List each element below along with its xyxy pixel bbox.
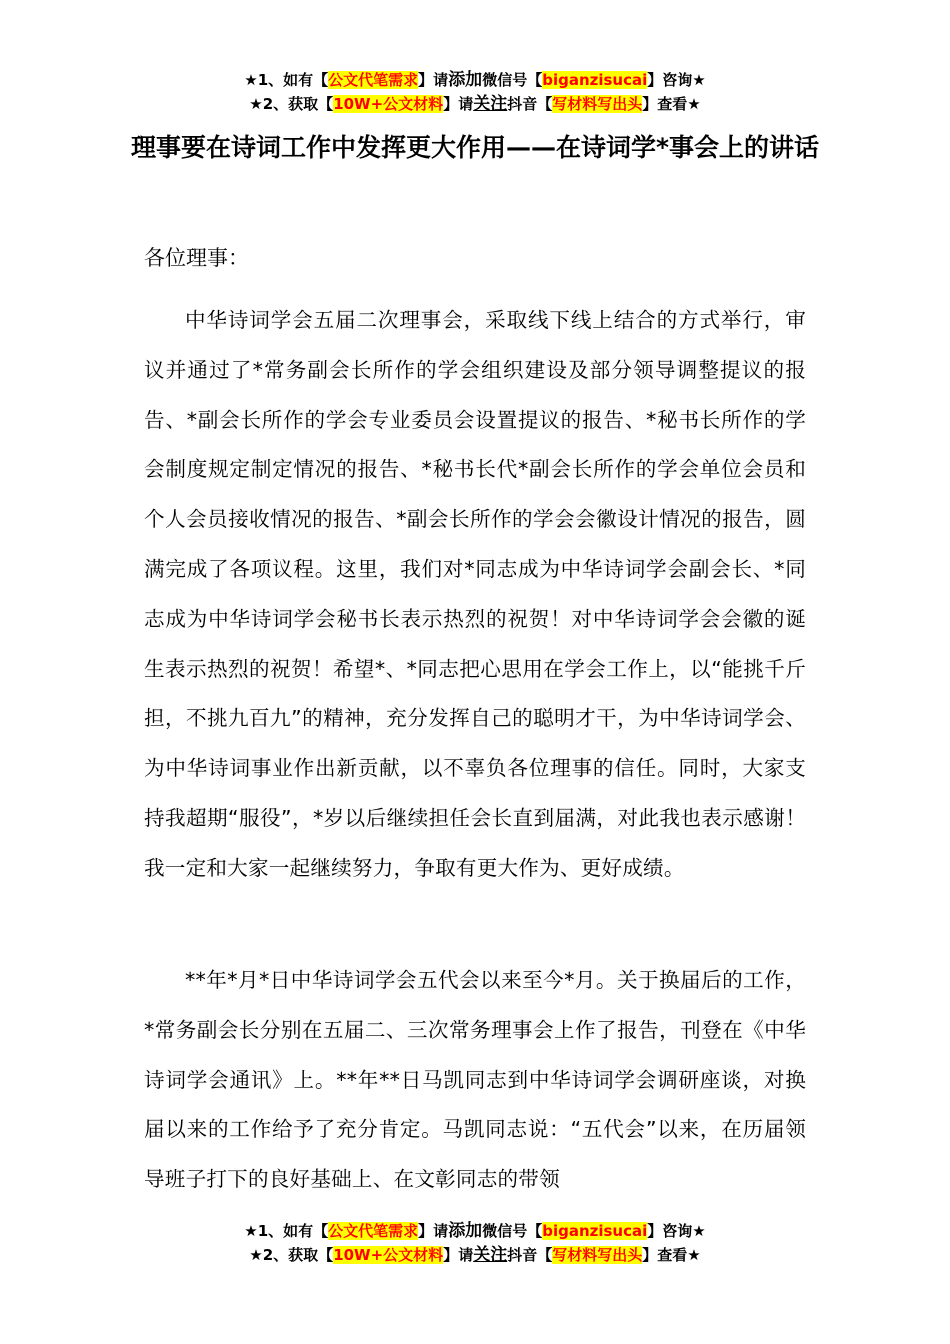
- banner-line-2: [0, 1243, 950, 1267]
- banner-text: 微信号【: [482, 1222, 543, 1240]
- banner-text: ★2、获取【: [249, 1246, 334, 1264]
- banner-douyin-id: 写材料写出头: [552, 1246, 643, 1264]
- banner-line-2: [0, 92, 950, 116]
- footer-banner: [0, 1219, 950, 1267]
- banner-highlight: 10W+公文材料: [333, 1246, 444, 1264]
- document-title: 理事要在诗词工作中发挥更大作用——在诗词学*事会上的讲话: [130, 133, 820, 162]
- banner-text: 】咨询★: [647, 1222, 706, 1240]
- banner-line-1: [0, 1219, 950, 1243]
- banner-emphasis: 关注: [473, 94, 508, 114]
- body-paragraph: 中华诗词学会五届二次理事会，采取线下线上结合的方式举行，审议并通过了*常务副会长所作的学会组织建设及部分领导调整提议的报告、*副会长所作的学会专业委员会设置提议的报告、*秘书长所作的学会制度规定制定情况的报告、*秘书长代*副会长所作的学会单位会员和个人会员接收情况的报告、*副会长所作的学会会徽设计情况的报告，圆满完成了各项议程。这里，我们对*同志成为中华诗词学会副会长、*同志成为中华诗词学会秘书长表示热烈的祝贺！对中华诗词学会会徽的诞生表示热烈的祝贺！希望*、*同志把心思用在学会工作上，以“能挑千斤担，不挑九百九”的精神，充分发挥自己的聪明才干，为中华诗词学会、为中华诗词事业作出新贡献，以不辜负各位理事的信任。同时，大家支持我超期“服役”，*岁以后继续担任会长直到届满，对此我也表示感谢！我一定和大家一起继续努力，争取有更大作为、更好成绩。: [144, 308, 806, 880]
- banner-highlight: 10W+公文材料: [333, 95, 444, 113]
- banner-line-1: [0, 68, 950, 92]
- banner-text: ★1、如有【: [244, 1222, 329, 1240]
- banner-text: 】请: [443, 1246, 474, 1264]
- banner-emphasis: 添加: [448, 1221, 483, 1241]
- header-banner: [0, 68, 950, 116]
- banner-emphasis: 关注: [473, 1245, 508, 1265]
- banner-wechat-id: biganzisucai: [542, 1222, 648, 1240]
- banner-text: 抖音【: [507, 95, 553, 113]
- banner-douyin-id: 写材料写出头: [552, 95, 643, 113]
- banner-text: 抖音【: [507, 1246, 553, 1264]
- banner-text: 微信号【: [482, 71, 543, 89]
- banner-text: ★1、如有【: [244, 71, 329, 89]
- body-paragraph: **年*月*日中华诗词学会五代会以来至今*月。关于换届后的工作，*常务副会长分别在五届二、三次常务理事会上作了报告，刊登在《中华诗词学会通讯》上。**年**日马凯同志到中华诗词学会调研座谈，对换届以来的工作给予了充分肯定。马凯同志说：“五代会”以来，在历届领导班子打下的良好基础上、在文彰同志的带领: [144, 968, 806, 1192]
- banner-text: 】查看★: [642, 1246, 701, 1264]
- banner-highlight: 公文代笔需求: [328, 71, 419, 89]
- banner-text: 】咨询★: [647, 71, 706, 89]
- banner-highlight: 公文代笔需求: [328, 1222, 419, 1240]
- banner-emphasis: 添加: [448, 70, 483, 90]
- banner-text: 】请: [443, 95, 474, 113]
- banner-text: 】查看★: [642, 95, 701, 113]
- banner-wechat-id: biganzisucai: [542, 71, 648, 89]
- banner-text: 】请: [418, 1222, 449, 1240]
- salutation: 各位理事：: [144, 246, 249, 270]
- banner-text: 】请: [418, 71, 449, 89]
- banner-text: ★2、获取【: [249, 95, 334, 113]
